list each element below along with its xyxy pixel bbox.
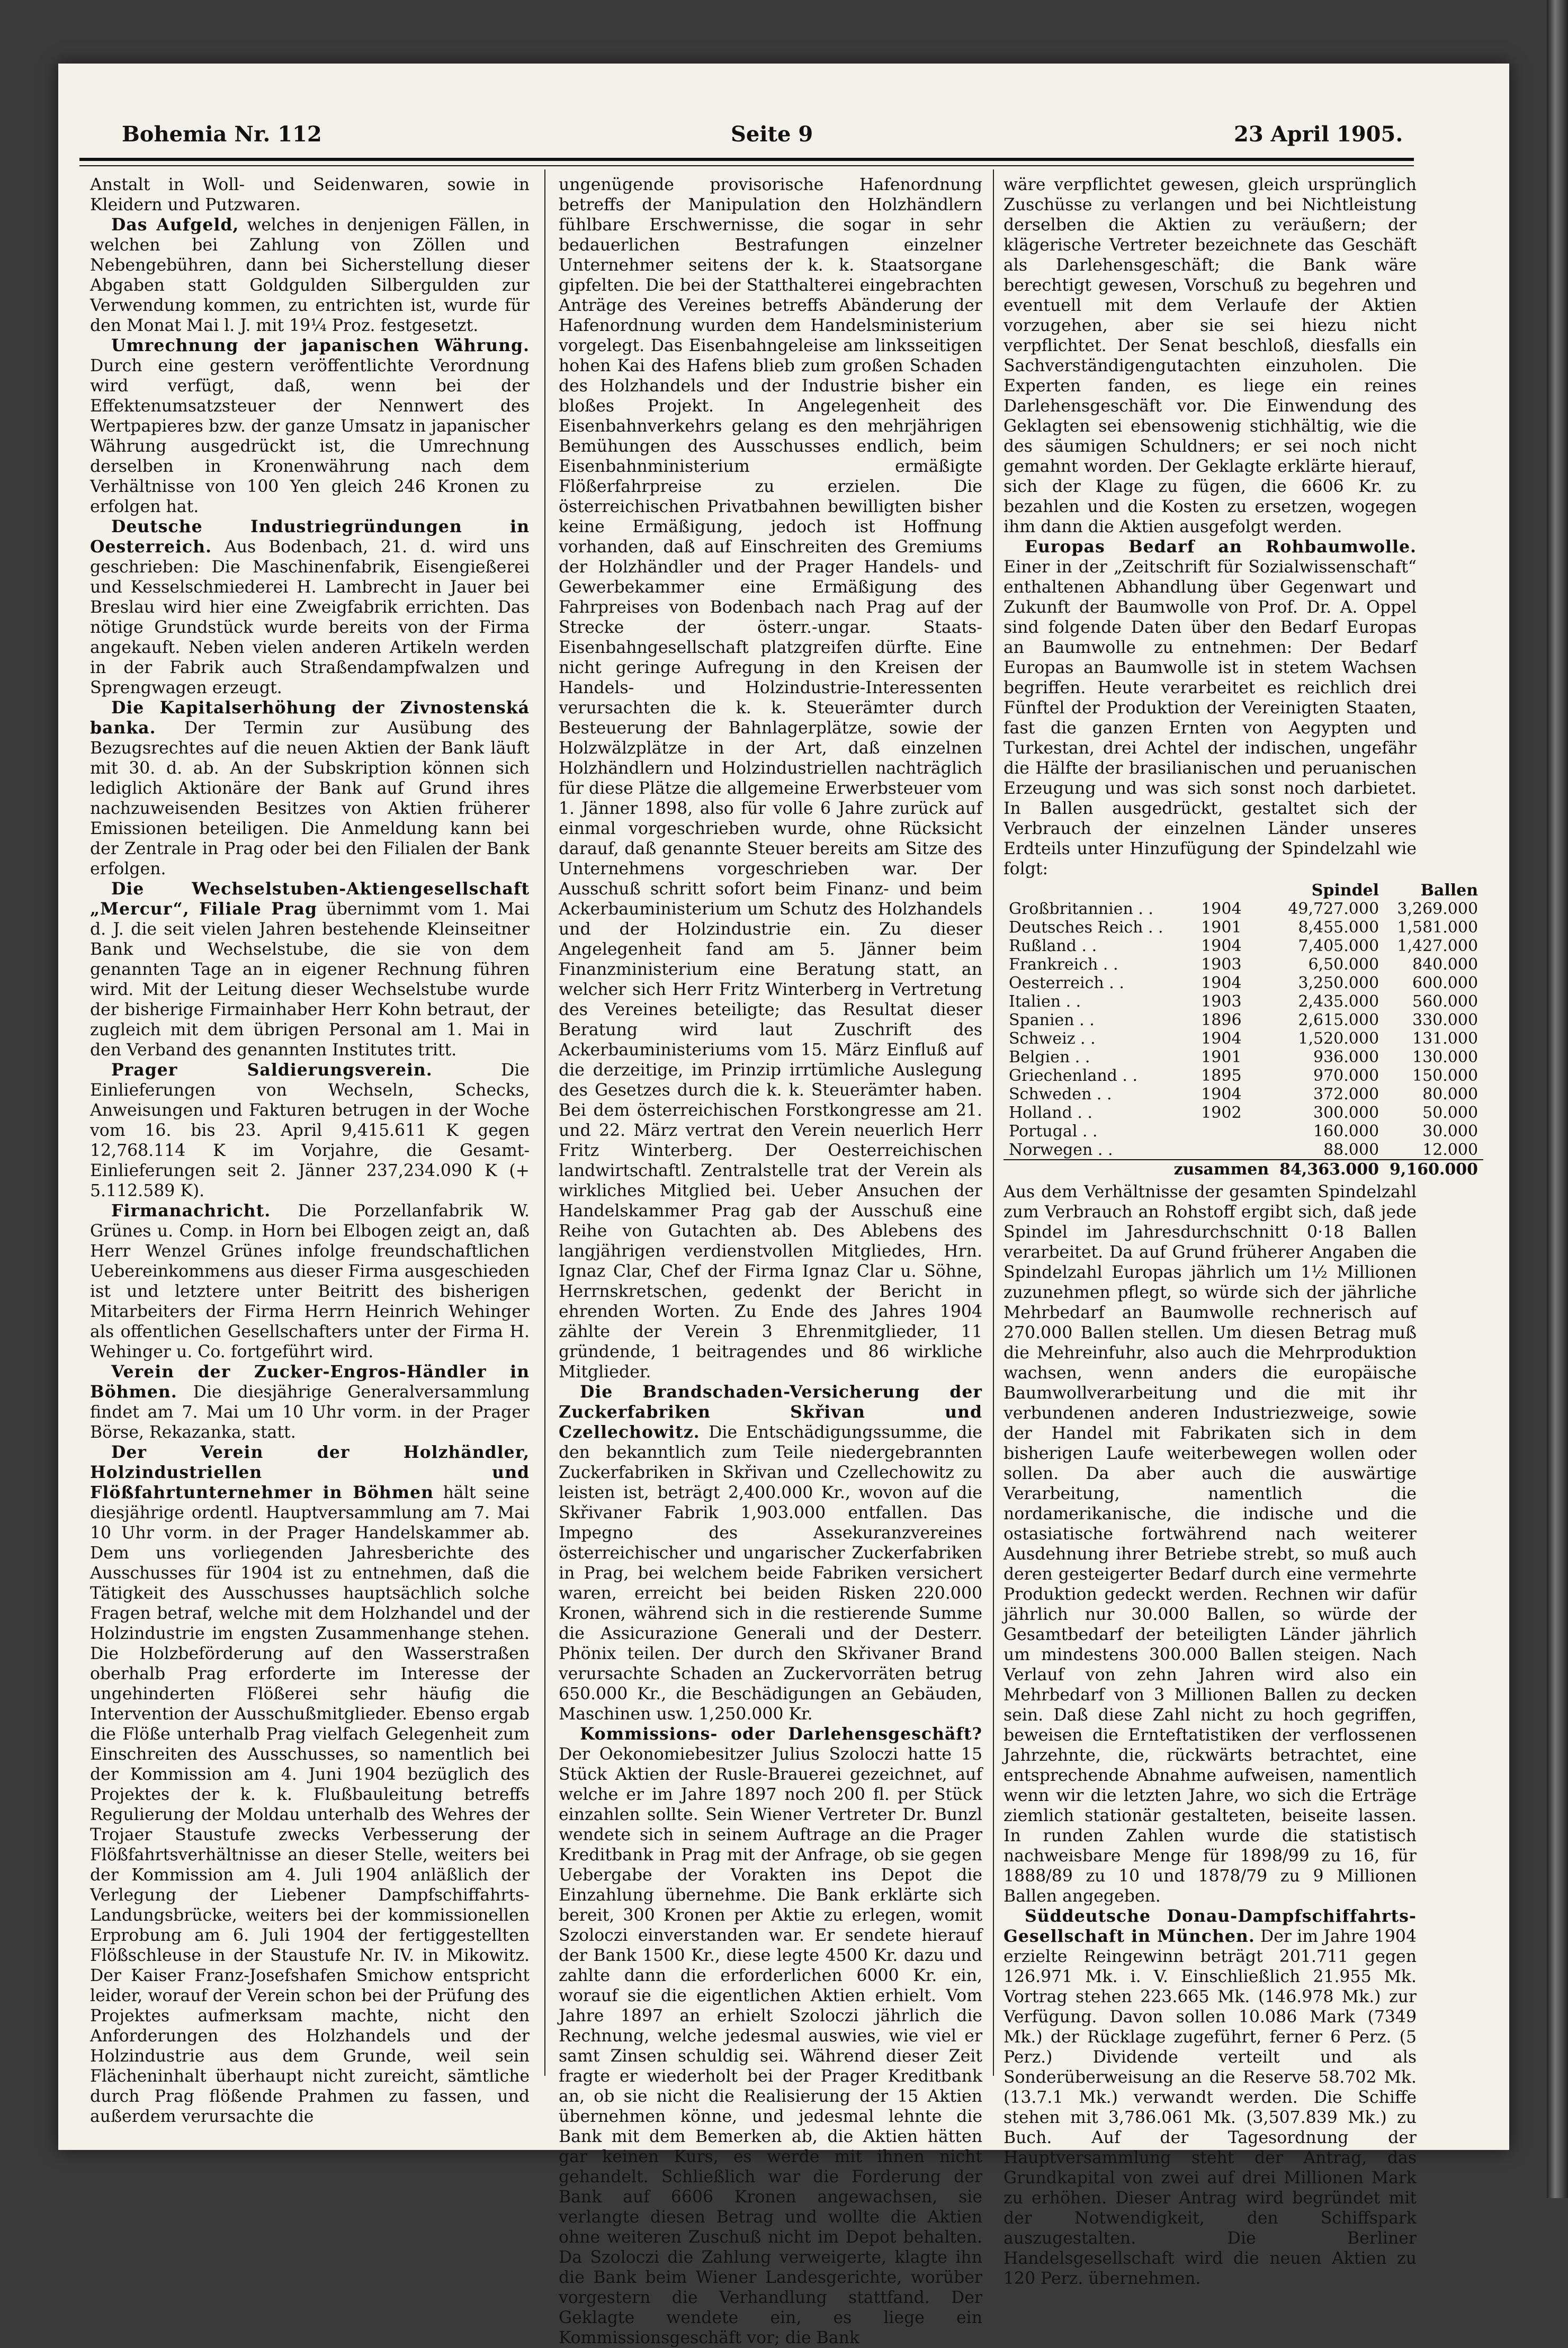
table-cell-year: 1901	[1201, 918, 1242, 937]
table-cell-year: 1904	[1201, 1085, 1242, 1104]
table-row	[1003, 974, 1483, 992]
table-cell-year: 1902	[1201, 1104, 1242, 1122]
table-cell-ballen: 840.000	[1412, 955, 1479, 974]
table-header-cell: Spindel	[1311, 881, 1379, 900]
article-paragraph	[559, 175, 982, 1382]
table-cell-country: Schweden . .	[1009, 1085, 1112, 1104]
table-cell-ballen: 50.000	[1422, 1104, 1479, 1122]
table-row	[1003, 1122, 1483, 1141]
article-text: Durch eine gestern veröffentlichte Verordnung wird verfügt, daß, wenn bei der Effektenumsatzsteuer der Nennwert des Wertpapieres bzw. der ganze Umsatz in japanischer Währung ausgedrückt ist, die Umrechnung derselben in Kronenwährung nach dem Verhältnisse von 100 Yen gleich 246 Kronen zu erfolgen hat.	[90, 356, 530, 516]
article-paragraph	[90, 698, 530, 879]
table-cell-ballen: 600.000	[1412, 974, 1479, 992]
paper-name: Bohemia Nr. 112	[122, 122, 322, 147]
table-cell-ballen: 130.000	[1412, 1048, 1479, 1067]
table-cell-year	[1169, 1122, 1275, 1141]
article-paragraph	[1003, 537, 1417, 879]
header-rule	[79, 158, 1414, 161]
issue-date: 23 April 1905.	[1234, 122, 1403, 147]
article-paragraph	[1003, 1906, 1417, 2289]
table-cell-ballen: 3,269.000	[1397, 900, 1479, 918]
article-text: hält seine diesjährige ordentl. Hauptversammlung am 7. Mai 10 Uhr vorm. in der Prager Handelskammer ab. Dem uns vorliegenden Jahresberichte des Ausschusses für 1904 ist zu entnehmen, daß die Tätigkeit des Ausschusses hauptsächlich solche Fragen betraf, welche mit dem Holzhandel und der Holzindustrie im engsten Zusammenhange stehen. Die Holzbeförderung auf den Wasserstraßen oberhalb Prag erforderte im Interesse der ungehinderten Flößerei sehr häufig die Intervention der Ausschußmitglieder. Ebenso ergab die Flöße unterhalb Prag vielfach Gelegenheit zum Einschreiten des Ausschusses, so namentlich bei der Kommission am 4. Juni 1904 bezüglich des Projektes der k. k. Flußbauleitung betreffs Regulierung der Moldau unterhalb des Wehres der Trojaer Staustufe zwecks Verbesserung der Flößfahrtsverhältnisse an dieser Stelle, weiters bei der Kommission am 4. Juli 1904 anläßlich der Verlegung der Liebener Dampfschiffahrts-Landungsbrücke, weiters bei der kommissionellen Erprobung am 6. Juli 1904 der fertiggestellten Flößschleuse in der Staustufe Nr. IV. in Mikowitz. Der Kaiser Franz-Josefshafen Smichow entspricht leider, worauf der Verein schon bei der Prüfung des Projektes aufmerksam machte, nicht den Anforderungen des Holzhandels und der Holzindustrie aus dem Grunde, weil sein Flächeninhalt überhaupt nicht zureicht, sämtliche durch Prag flößende Prahmen zu fassen, und außerdem verursachte die	[90, 1483, 530, 2126]
page-header	[79, 122, 1414, 154]
article-paragraph	[559, 1724, 982, 2348]
table-cell-ballen: 12.000	[1422, 1141, 1479, 1159]
article-text: übernimmt vom 1. Mai d. J. die seit vielen Jahren bestehende Kleinseitner Bank und Wechselstube, die sie von dem genannten Tage an in eigener Rechnung führen wird. Mit der Leitung dieser Wechselstube wurde der bisherige Firmainhaber Herr Kohn betraut, der zugleich mit dem übrigen Personal am 1. Mai in den Verband des genannten Institutes tritt.	[90, 900, 530, 1060]
table-row	[1003, 1048, 1483, 1067]
table-cell-country: Portugal . .	[1009, 1122, 1098, 1141]
table-row	[1003, 1011, 1483, 1029]
article-paragraph	[1003, 175, 1417, 537]
table-cell-country: Schweiz . .	[1009, 1029, 1096, 1048]
table-cell-ballen: 30.000	[1422, 1122, 1479, 1141]
table-cell-spindeln: 6,50.000	[1308, 955, 1379, 974]
table-cell-country: Holland . .	[1009, 1104, 1092, 1122]
table-cell-country: Oesterreich . .	[1009, 974, 1124, 992]
table-cell-spindeln: 49,727.000	[1288, 900, 1379, 918]
table-cell-spindeln: 970.000	[1313, 1067, 1379, 1085]
table-cell-year: 1896	[1201, 1011, 1242, 1029]
table-cell-year: 1903	[1201, 955, 1242, 974]
article-paragraph	[90, 175, 530, 215]
article-text: wäre verpflichtet gewesen, gleich ursprünglich Zuschüsse zu verlangen und bei Nichtleistung derselben die Aktien zu veräußern; der klägerische Vertreter bezeichnete das Geschäft als Darlehensgeschäft; die Bank wäre berechtigt gewesen, Vorschuß zu begehren und eventuell mit dem Verlaufe der Aktien vorzugehen, aber sie sei hiezu nicht verpflichtet. Der Senat beschloß, diesfalls ein Sachverständigengutachten einzuholen. Die Experten fanden, es liege ein reines Darlehensgeschäft vor. Die Einwendung des Geklagten sei ebensowenig stichhältig, wie die des säumigen Schuldners; er sei noch nicht gemahnt worden. Der Geklagte erklärte hierauf, sich der Klage zu fügen, die 6606 Kr. zu bezahlen und die Kosten zu ersetzen, wogegen ihm dann die Aktien ausgefolgt werden.	[1003, 175, 1417, 536]
article-text: Die diesjährige Generalversammlung findet am 7. Mai um 10 Uhr vorm. in der Prager Börse, Rekazanka, statt.	[90, 1383, 530, 1442]
table-cell-year	[1169, 1141, 1275, 1160]
table-cell-year: 1904	[1201, 1029, 1242, 1048]
table-total-cell: zusammen	[1169, 1160, 1275, 1179]
article-paragraph	[1003, 1182, 1417, 1906]
article-text: Die Entschädigungssumme, die den bekanntlich zum Teile niedergebrannten Zuckerfabriken in Skřivan und Czellechowitz zu leisten ist, beträgt 2,400.000 Kr., wovon auf die Skřivaner Fabrik 1,903.000 entfallen. Das Impegno des Assekuranzvereines österreichischer und ungarischer Zuckerfabriken in Prag, bei welchem beide Fabriken versichert waren, erreicht bei beiden Risken 220.000 Kronen, während sich in die restierende Summe die Assicurazione Generali und der Desterr. Phönix teilen. Der durch den Skřivaner Brand verursachte Schaden an Zuckervorräten betrug 650.000 Kr., die Beschädigungen an Gebäuden, Maschinen usw. 1,250.000 Kr.	[559, 1423, 982, 1724]
table-cell-year: 1895	[1201, 1067, 1242, 1085]
table-cell-ballen: 1,427.000	[1397, 937, 1479, 955]
table-cell-year: 1903	[1201, 992, 1242, 1011]
table-cell-country: Griechenland . .	[1009, 1067, 1138, 1085]
table-cell-spindeln: 7,405.000	[1298, 937, 1379, 955]
article-heading: Süddeutsche Donau-Dampfschiffahrts-Gesellschaft in München.	[1003, 1906, 1417, 1946]
article-heading: Umrechnung der japanischen Währung.	[111, 336, 530, 355]
table-cell-ballen: 150.000	[1412, 1067, 1479, 1085]
article-paragraph	[90, 517, 530, 698]
table-total-cell	[1003, 1160, 1169, 1179]
article-text: Aus dem Verhältnisse der gesamten Spindelzahl zum Verbrauch an Rohstoff ergibt sich, daß jede Spindel im Jahresdurchschnitt 0·18 Ballen verarbeitet. Da auf Grund früherer Angaben die Spindelzahl Europas jährlich um 1½ Millionen zuzunehmen pflegt, so würde sich der jährliche Mehrbedarf an Baumwolle rechnerisch auf 270.000 Ballen stellen. Um diesen Betrag muß die Mehreinfuhr, also auch die Mehrproduktion wachsen, wenn anders die europäische Baumwollverarbeitung und die mit ihr verbundenen anderen Industriezweige, sowie der Handel mit Fabrikaten sich in dem bisherigen Laufe weiterbewegen wollen oder sollen. Da aber auch die auswärtige Verarbeitung, namentlich die nordamerikanische, die indische und die ostasiatische fortwährend nach weiterer Ausdehnung ihrer Betriebe strebt, so muß auch deren gesteigerter Bedarf durch eine vermehrte Produktion gedeckt werden. Rechnen wir dafür jährlich nur 30.000 Ballen, so würde der Gesamtbedarf der beteiligten Länder jährlich um mindestens 300.000 Ballen steigen. Nach Verlauf von zehn Jahren wird also ein Mehrbedarf von 3 Millionen Ballen zu decken sein. Daß diese Zahl nicht zu hoch gegriffen, beweisen die Ernteftatistiken der verflossenen Jahrzehnte, die, rückwärts betrachtet, eine entsprechende Abnahme aufweisen, namentlich wenn wir die letzten Jahre, wo sich die Erträge ziemlich stationär gestalteten, beiseite lassen. In runden Zahlen wurde die statistisch nachweisbare Menge für 1898/99 zu 16, für 1888/89 zu 10 und 1878/79 zu 9 Millionen Ballen angegeben.	[1003, 1182, 1417, 1906]
table-cell-spindeln: 88.000	[1323, 1141, 1379, 1159]
table-cell-ballen: 560.000	[1412, 992, 1479, 1011]
column-2	[559, 175, 982, 2347]
article-heading: Die Kapitalserhöhung der Zivnostenská banka.	[90, 698, 530, 738]
table-row	[1003, 955, 1483, 974]
table-total-row	[1003, 1160, 1483, 1179]
article-text: Der Oekonomiebesitzer Julius Szoloczi hatte 15 Stück Aktien der Rusle-Brauerei gezeichnet, auf welche er im Jahre 1897 noch 200 fl. per Stück einzahlen sollte. Sein Wiener Vertreter Dr. Bunzl wendete sich in seinem Auftrage an die Prager Kreditbank in Prag mit der Anfrage, ob sie gegen Uebergabe der Vorakten ins Depot die Einzahlung übernehme. Die Bank erklärte sich bereit, 300 Kronen per Aktie zu erlegen, womit Szoloczi einverstanden war. Er sendete hierauf der Bank 1500 Kr., diese legte 4500 Kr. dazu und zahlte dann die erforderlichen 6000 Kr. ein, worauf sie die eigentlichen Aktien erhielt. Vom Jahre 1897 an erhielt Szoloczi jährlich die Rechnung, welche jedesmal auswies, wie viel er samt Zinsen schuldig sei. Während dieser Zeit fragte er wiederholt bei der Prager Kreditbank an, ob sie nicht die Realisierung der 15 Aktien übernehmen könne, und jedesmal lehnte die Bank mit dem Bemerken ab, die Aktien hätten gar keinen Kurs, es werde mit ihnen nicht gehandelt. Schließlich war die Forderung der Bank auf 6606 Kronen angewachsen, sie verlangte diesen Betrag und wollte die Aktien ohne weiteren Zuschuß nicht im Depot behalten. Da Szoloczi die Zahlung verweigerte, klagte ihn die Bank beim Wiener Landesgerichte, worüber vorgestern die Verhandlung stattfand. Der Geklagte wendete ein, es liege ein Kommissionsgeschäft vor; die Bank	[559, 1745, 982, 2347]
table-cell-spindeln: 160.000	[1313, 1122, 1379, 1141]
cotton-consumption-table	[1003, 881, 1483, 1179]
article-paragraph	[90, 1060, 530, 1201]
table-cell-country: Norwegen . .	[1009, 1141, 1113, 1159]
article-text: Anstalt in Woll- und Seidenwaren, sowie in Kleidern und Putzwaren.	[90, 175, 530, 214]
scan-edge	[1547, 0, 1568, 2198]
table-cell-spindeln: 1,520.000	[1298, 1029, 1379, 1048]
table-cell-country: Rußland . .	[1009, 937, 1097, 955]
article-paragraph	[90, 336, 530, 517]
table-row	[1003, 1067, 1483, 1085]
table-row	[1003, 1085, 1483, 1104]
table-row	[1003, 937, 1483, 955]
table-cell-spindeln: 936.000	[1313, 1048, 1379, 1067]
article-text: Einer in der „Zeitschrift für Sozialwissenschaft“ enthaltenen Abhandlung über Gegenwart und Zukunft der Baumwolle von Prof. Dr. A. Oppel sind folgende Daten über den Bedarf Europas an Baumwolle zu entnehmen: Der Bedarf Europas an Baumwolle ist in stetem Wachsen begriffen. Heute verarbeitet es reichlich drei Fünftel der Produktion der Vereinigten Staaten, fast die ganzen Ernten von Aegypten und Turkestan, drei Achtel der indischen, ungefähr die Hälfte der brasilianischen und peruanischen Erzeugung und was sich sonst noch darbietet. In Ballen ausgedrückt, gestaltet sich der Verbrauch der einzelnen Länder unseres Erdteils unter Hinzufügung der Spindelzahl wie folgt:	[1003, 558, 1417, 879]
article-heading: Der Verein der Holzhändler, Holzindustriellen und Flößfahrtunternehmer in Böhmen	[90, 1442, 530, 1502]
table-header-row	[1003, 881, 1483, 900]
article-heading: Europas Bedarf an Rohbaumwolle.	[1025, 537, 1417, 557]
article-text: ungenügende provisorische Hafenordnung betreffs der Manipulation den Holzhändlern fühlbare Erschwernisse, die sogar in sehr bedauerlichen Bestrafungen einzelner Unternehmer seitens der k. k. Staatsorgane gipfelten. Die bei der Statthalterei eingebrachten Anträge des Vereines betreffs Abänderung der Hafenordnung wurden dem Handelsministerium vorgelegt. Das Eisenbahngeleise am linksseitigen hohen Kai des Hafens blieb zum großen Schaden des Holzhandels und der Industrie bisher ein bloßes Projekt. In Angelegenheit des Eisenbahnverkehrs gelang es den mehrjährigen Bemühungen des Ausschusses endlich, beim Eisenbahnministerium ermäßigte Flößerfahrpreise zu erzielen. Die österreichischen Privatbahnen bewilligten bisher keine Ermäßigung, jedoch ist Hoffnung vorhanden, daß auf Einschreiten des Gremiums der Holzhändler und der Prager Handels- und Gewerbekammer eine Ermäßigung des Fahrpreises von Bodenbach nach Prag auf der Strecke der österr.-ungar. Staats-Eisenbahngesellschaft platzgreifen dürfte. Eine nicht geringe Aufregung in den Kreisen der Handels- und Holzindustrie-Interessenten verursachten die k. k. Steuerämter durch Besteuerung der Bahnlagerplätze, sowie der Holzwälzplätze in der Art, daß einzelnen Holzhändlern und Holzindustriellen nachträglich für diese Plätze die allgemeine Erwerbsteuer vom 1. Jänner 1898, also für volle 6 Jahre zurück auf einmal vorgeschrieben wurde, ohne Rücksicht darauf, daß genannte Steuer bereits am Sitze des Unternehmens vorgeschrieben war. Der Ausschuß schritt sofort beim Finanz- und beim Ackerbauministerium um Schutz des Holzhandels und der Holzindustrie ein. Zu dieser Angelegenheit fand am 5. Jänner beim Finanzministerium eine Beratung statt, an welcher sich Herr Fritz Winterberg in Vertretung des Vereines beteiligte; das Resultat dieser Beratung wird laut Zuschrift des Ackerbauministeriums vom 15. März Einfluß auf die derzeitige, im Prinzip irrtümliche Auslegung des Gesetzes durch die k. k. Steuerämter haben. Bei dem österreichischen Forstkongresse am 21. und 22. März vertrat den Verein neuerlich Herr Fritz Winterberg. Der Oesterreichischen landwirtschaftl. Zentralstelle trat der Verein als wirkliches Mitglied bei. Ueber Ansuchen der Handelskammer Prag gab der Ausschuß eine Reihe von Gutachten ab. Des Ablebens des langjährigen verdienstvollen Mitgliedes, Hrn. Ignaz Clar, Chef der Firma Ignaz Clar u. Söhne, Herrnskretschen, gedenkt der Bericht in ehrenden Worten. Zu Ende des Jahres 1904 zählte der Verein 3 Ehrenmitglieder, 11 gründende, 1 beitragendes und 86 wirkliche Mitglieder.	[559, 175, 982, 1382]
header-rule-thin	[79, 165, 1414, 166]
table-header-cell: Ballen	[1420, 881, 1479, 900]
article-paragraph	[90, 215, 530, 336]
article-text: Der im Jahre 1904 erzielte Reingewinn beträgt 201.711 gegen 126.971 Mk. i. V. Einschließlich 21.955 Mk. Vortrag stehen 223.665 Mk. (146.978 Mk.) zur Verfügung. Davon sollen 10.086 Mark (7349 Mk.) der Rücklage zugeführt, ferner 6 Perz. (5 Perz.) Dividende verteilt und als Sonderüberweisung an die Reserve 58.702 Mk. (13.7.1 Mk.) verwandt werden. Die Schiffe stehen mit 3,786.061 Mk. (3,507.839 Mk.) zu Buch. Auf der Tagesordnung der Hauptversammlung steht der Antrag, das Grundkapital von zwei auf drei Millionen Mark zu erhöhen. Dieser Antrag wird begründet mit der Notwendigkeit, den Schiffspark auszugestalten. Die Berliner Handelsgesellschaft wird die neuen Aktien zu 120 Perz. übernehmen.	[1003, 1927, 1417, 2288]
article-text: Aus Bodenbach, 21. d. wird uns geschrieben: Die Maschinenfabrik, Eisengießerei und Kesselschmiederei H. Lambrecht in Jauer bei Breslau wird hier eine Zweigfabrik errichten. Das nötige Grundstück wurde bereits von der Firma angekauft. Neben vielen anderen Artikeln werden in der Fabrik auch Straßendampfwalzen und Sprengwagen erzeugt.	[90, 537, 530, 697]
table-cell-year: 1901	[1201, 1048, 1242, 1067]
article-heading: Die Brandschaden-Versicherung der Zuckerfabriken Skřivan und Czellechowitz.	[559, 1382, 982, 1442]
table-cell-ballen: 330.000	[1412, 1011, 1479, 1029]
table-cell-ballen: 1,581.000	[1397, 918, 1479, 937]
table-cell-year: 1904	[1201, 974, 1242, 992]
table-cell-spindeln: 372.000	[1313, 1085, 1379, 1104]
article-heading: Deutsche Industriegründungen in Oesterreich.	[90, 517, 530, 557]
table-row	[1003, 1141, 1483, 1160]
article-heading: Prager Saldierungsverein.	[111, 1060, 433, 1080]
table-cell-year: 1904	[1201, 900, 1242, 918]
article-text: Die Porzellanfabrik W. Grünes u. Comp. in Horn bei Elbogen zeigt an, daß Herr Wenzel Grünes infolge freundschaftlichen Uebereinkommens aus dieser Firma ausgeschieden ist und letztere unter Beitritt des bisherigen Mitarbeiters der Firma Herrn Heinrich Wehinger als offentlichen Gesellschafters unter der Firma H. Wehinger u. Co. fortgeführt wird.	[90, 1202, 530, 1361]
table-cell-country: Italien . .	[1009, 992, 1081, 1011]
article-heading: Kommissions- oder Darlehensgeschäft?	[580, 1724, 982, 1744]
table-header-cell	[1169, 881, 1275, 900]
table-cell-year: 1904	[1201, 937, 1242, 955]
column-divider	[993, 169, 994, 2076]
table-row	[1003, 918, 1483, 937]
table-cell-country: Frankreich . .	[1009, 955, 1118, 974]
article-paragraph	[90, 879, 530, 1060]
table-cell-spindeln: 3,250.000	[1298, 974, 1379, 992]
article-heading: Die Wechselstuben-Aktiengesellschaft „Mercur“, Filiale Prag	[90, 879, 530, 919]
article-text: Der Termin zur Ausübung des Bezugsrechtes auf die neuen Aktien der Bank läuft mit 30. d. ab. An der Subskription können sich lediglich Aktionäre der Bank auf Grund ihres nachzuweisenden Besitzes von Aktien früherer Emissionen beteiligen. Die Anmeldung kann bei der Zentrale in Prag oder bei den Filialen der Bank erfolgen.	[90, 719, 530, 879]
article-text: welches in denjenigen Fällen, in welchen bei Zahlung von Zöllen und Nebengebühren, dann bei Sicherstellung dieser Abgaben statt Goldgulden Silbergulden zur Verwendung kommen, zu entrichten ist, wurde für den Monat Mai l. J. mit 19¼ Proz. festgesetzt.	[90, 216, 530, 335]
article-paragraph	[90, 1442, 530, 2127]
table-header-cell	[1003, 881, 1169, 900]
table-total-cell: 9,160.000	[1384, 1160, 1483, 1179]
article-heading: Verein der Zucker-Engros-Händler in Böhmen.	[90, 1362, 530, 1402]
table-row	[1003, 992, 1483, 1011]
table-total-cell: 84,363.000	[1274, 1160, 1384, 1179]
table-cell-ballen: 131.000	[1412, 1029, 1479, 1048]
column-3	[1003, 175, 1479, 2288]
table-cell-spindeln: 2,615.000	[1298, 1011, 1379, 1029]
article-text: Die Einlieferungen von Wechseln, Schecks, Anweisungen und Fakturen betrugen in der Woche vom 16. bis 23. April 9,415.611 K gegen 12,768.114 K im Vorjahre, die Gesamt-Einlieferungen seit 2. Jänner 237,234.090 K (+ 5.112.589 K).	[90, 1061, 530, 1200]
article-heading: Das Aufgeld,	[111, 215, 239, 235]
table-cell-ballen: 80.000	[1422, 1085, 1479, 1104]
table-cell-country: Spanien . .	[1009, 1011, 1095, 1029]
page-number: Seite 9	[731, 122, 813, 147]
column-1	[90, 175, 530, 2126]
table-cell-spindeln: 300.000	[1313, 1104, 1379, 1122]
table-cell-spindeln: 2,435.000	[1298, 992, 1379, 1011]
article-heading: Firmanachricht.	[111, 1201, 271, 1221]
article-paragraph	[90, 1201, 530, 1362]
table-row	[1003, 900, 1483, 918]
article-paragraph	[90, 1362, 530, 1442]
table-cell-country: Belgien . .	[1009, 1048, 1090, 1067]
table-cell-country: Großbritannien . .	[1009, 900, 1153, 918]
table-cell-country: Deutsches Reich . .	[1009, 918, 1163, 937]
column-divider	[544, 169, 545, 2076]
table-cell-spindeln: 8,455.000	[1298, 918, 1379, 937]
article-paragraph	[559, 1382, 982, 1724]
table-row	[1003, 1104, 1483, 1122]
table-row	[1003, 1029, 1483, 1048]
